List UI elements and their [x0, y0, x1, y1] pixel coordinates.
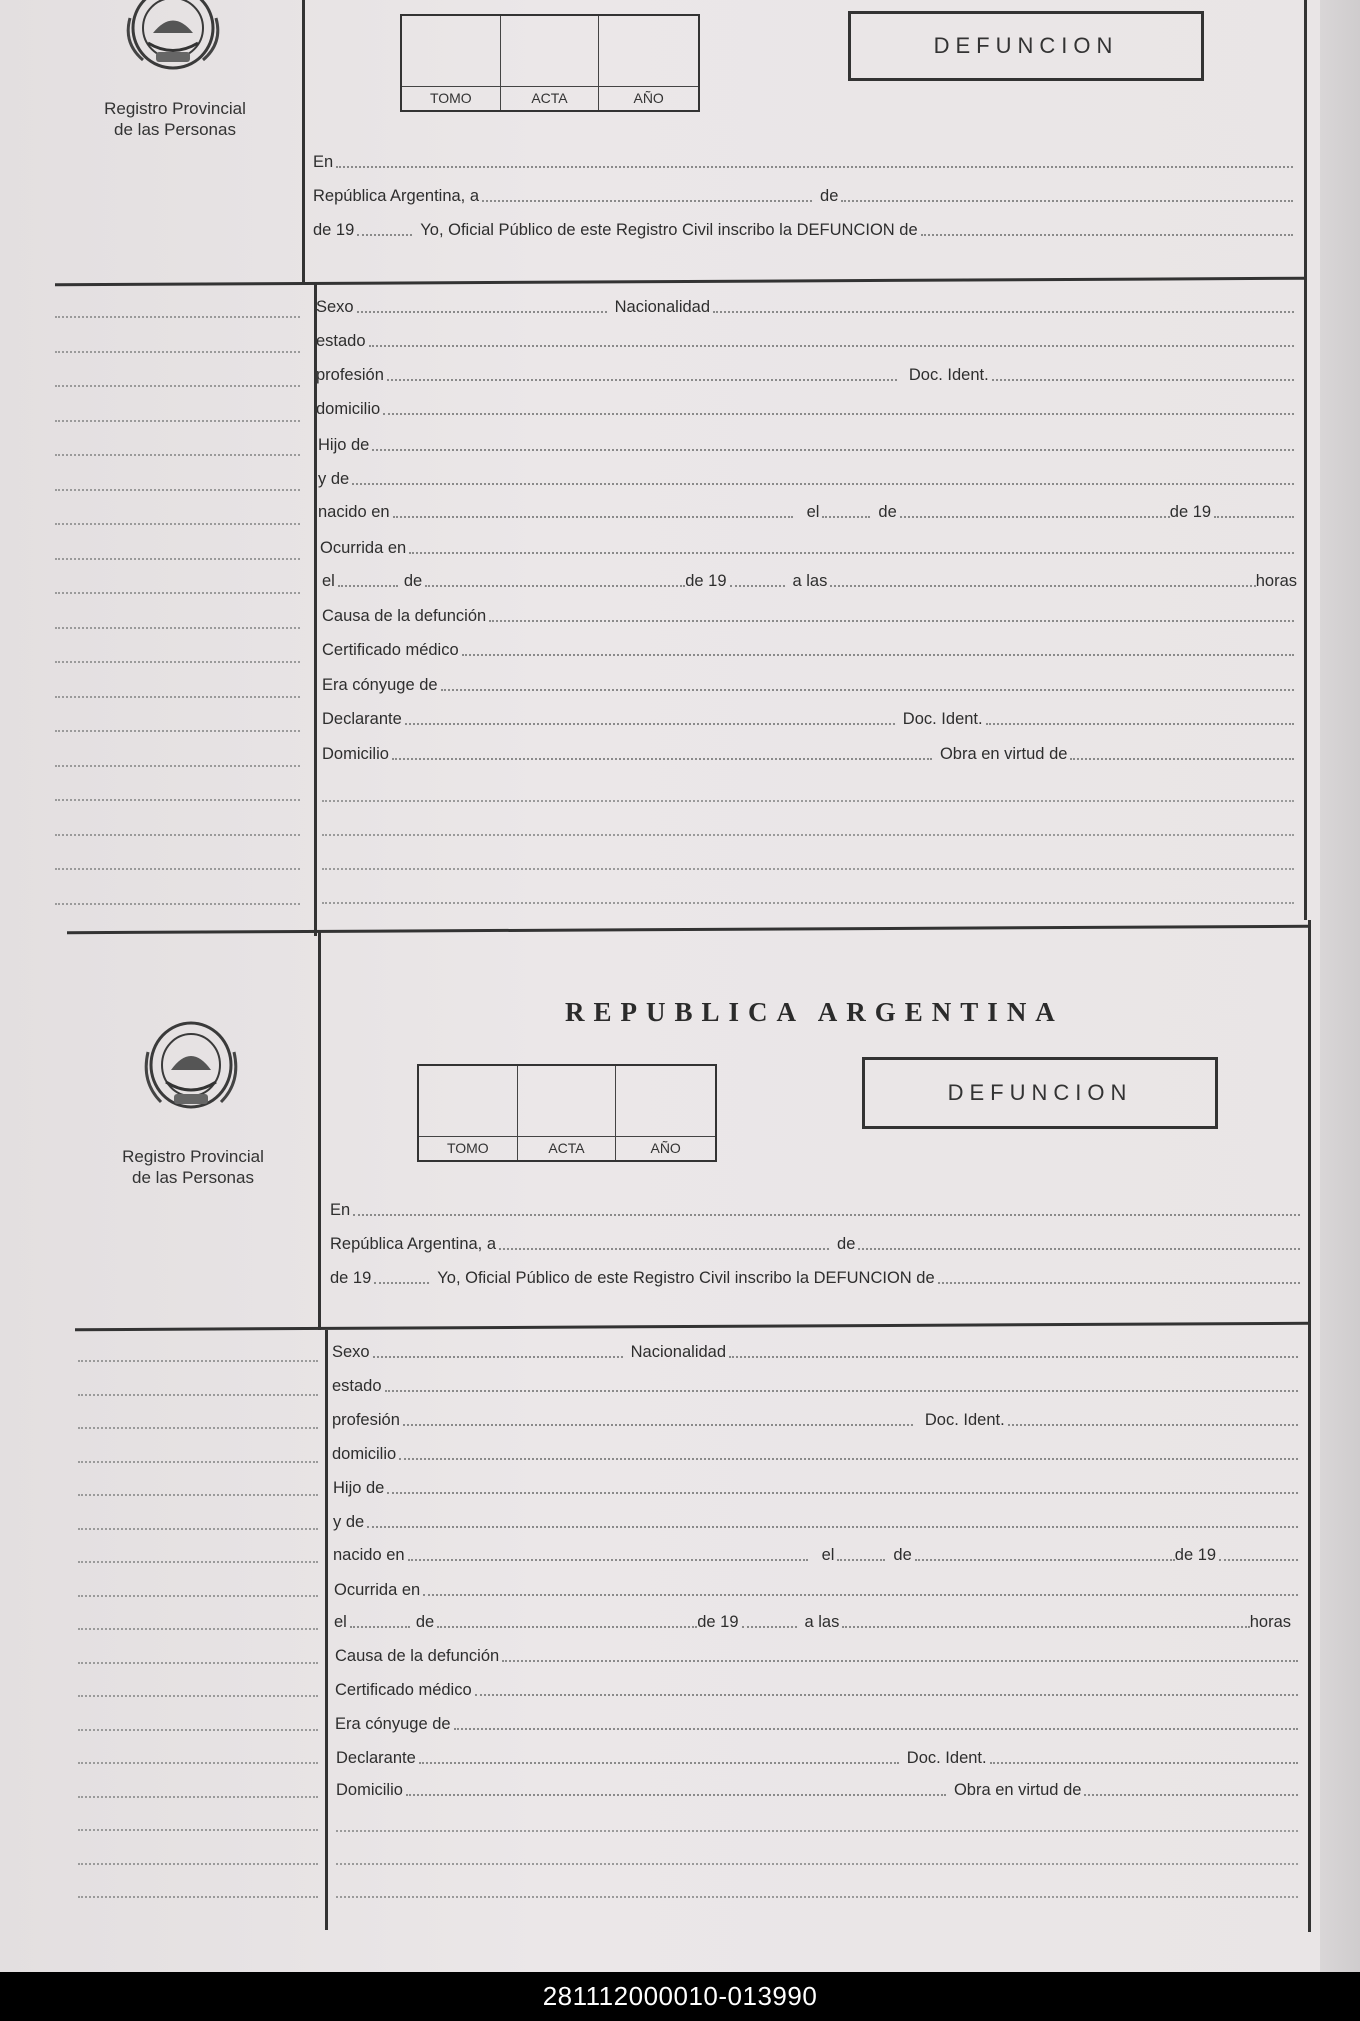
label-de19: de 19 [685, 572, 727, 590]
free-text-line[interactable] [322, 868, 1294, 870]
label-a-las: a las [792, 572, 828, 590]
field-domicilio-declarante[interactable] [336, 1778, 1298, 1800]
margin-note-line[interactable] [78, 1829, 318, 1831]
margin-note-line[interactable] [78, 1461, 318, 1463]
field-en[interactable] [313, 150, 1293, 172]
margin-note-line[interactable] [55, 765, 300, 767]
anio-label: AÑO [599, 86, 698, 110]
field-causa[interactable] [335, 1644, 1298, 1666]
label-doc-ident: Doc. Ident. [924, 1411, 1005, 1429]
registry-label-line1: Registro Provincial [122, 1147, 264, 1166]
province-seal-icon [118, 0, 228, 78]
margin-note-line[interactable] [55, 730, 300, 732]
death-record-form-1 [0, 0, 1360, 940]
label-profesion: profesión [316, 366, 384, 384]
margin-note-line[interactable] [55, 799, 300, 801]
label-ocurrida-en: Ocurrida en [320, 539, 407, 557]
field-causa[interactable] [322, 604, 1294, 626]
margin-note-line[interactable] [55, 903, 300, 905]
free-text-line[interactable] [322, 834, 1294, 836]
field-sexo[interactable] [332, 1340, 1298, 1362]
label-profesion: profesión [332, 1411, 400, 1429]
label-de: de [893, 1546, 912, 1564]
margin-note-line[interactable] [78, 1595, 318, 1597]
label-de19: de 19 [313, 221, 355, 239]
field-conyuge[interactable] [322, 673, 1294, 695]
margin-note-line[interactable] [78, 1628, 318, 1630]
book-reference-box [400, 14, 700, 112]
margin-note-line[interactable] [78, 1662, 318, 1664]
margin-note-line[interactable] [78, 1494, 318, 1496]
label-y-de: y de [333, 1513, 365, 1531]
label-de19: de 19 [1174, 1546, 1217, 1564]
province-seal-icon [136, 1020, 246, 1110]
label-nacido-en: nacido en [333, 1546, 405, 1564]
field-republica[interactable] [330, 1232, 1300, 1254]
anio-cell[interactable] [599, 16, 698, 86]
label-domicilio-2: Domicilio [322, 745, 389, 763]
label-obra: Obra en virtud de [939, 745, 1068, 763]
margin-note-line[interactable] [78, 1561, 318, 1563]
divider-vertical-1 [302, 0, 305, 284]
label-doc-ident-2: Doc. Ident. [902, 710, 983, 728]
margin-note-line[interactable] [78, 1796, 318, 1798]
acta-cell[interactable] [518, 1066, 617, 1136]
label-conyuge: Era cónyuge de [322, 676, 438, 694]
margin-note-line[interactable] [78, 1896, 318, 1898]
field-oficial[interactable] [313, 218, 1293, 240]
label-horas: horas [1255, 572, 1297, 590]
label-de: de [878, 503, 897, 521]
margin-note-line[interactable] [55, 385, 300, 387]
margin-note-line[interactable] [78, 1427, 318, 1429]
field-nacido-en[interactable] [333, 1543, 1298, 1565]
death-record-form-2 [0, 940, 1360, 1972]
registry-label-line2: de las Personas [132, 1168, 254, 1187]
label-de: de [415, 1613, 435, 1631]
label-sexo: Sexo [316, 298, 354, 316]
margin-note-line[interactable] [78, 1394, 318, 1396]
field-declarante[interactable] [336, 1746, 1298, 1768]
margin-note-line[interactable] [78, 1863, 318, 1865]
margin-note-line[interactable] [55, 868, 300, 870]
field-republica[interactable] [313, 184, 1293, 206]
field-domicilio[interactable] [332, 1442, 1298, 1464]
margin-note-line[interactable] [78, 1762, 318, 1764]
label-de19: de 19 [697, 1613, 739, 1631]
label-horas: horas [1249, 1613, 1291, 1631]
anio-cell[interactable] [616, 1066, 715, 1136]
label-declarante: Declarante [336, 1749, 416, 1767]
field-ocurrida-en[interactable] [334, 1578, 1298, 1600]
label-el: el [806, 503, 820, 521]
tomo-label: TOMO [419, 1136, 518, 1160]
field-en[interactable] [330, 1198, 1300, 1220]
free-text-line[interactable] [322, 902, 1294, 904]
label-estado: estado [332, 1377, 382, 1395]
label-domicilio: domicilio [332, 1445, 397, 1463]
label-a-las: a las [804, 1613, 840, 1631]
label-sexo: Sexo [332, 1343, 370, 1361]
label-doc-ident-2: Doc. Ident. [906, 1749, 987, 1767]
label-el: el [821, 1546, 835, 1564]
margin-note-line[interactable] [55, 420, 300, 422]
acta-cell[interactable] [501, 16, 600, 86]
label-de: de [403, 572, 423, 590]
label-nacionalidad: Nacionalidad [614, 298, 711, 316]
label-hijo-de: Hijo de [318, 436, 370, 454]
field-hijo-de[interactable] [333, 1476, 1298, 1498]
label-certificado: Certificado médico [335, 1681, 472, 1699]
anio-label: AÑO [616, 1136, 715, 1160]
divider-vertical-2 [325, 1330, 328, 1930]
acta-label: ACTA [518, 1136, 617, 1160]
label-en: En [313, 153, 334, 171]
field-y-de[interactable] [333, 1510, 1298, 1532]
label-causa: Causa de la defunción [322, 607, 487, 625]
registry-label-line2: de las Personas [114, 120, 236, 139]
label-conyuge: Era cónyuge de [335, 1715, 451, 1733]
field-nacido-en[interactable] [318, 500, 1294, 522]
field-certificado[interactable] [322, 638, 1294, 660]
margin-note-line[interactable] [55, 558, 300, 560]
label-y-de: y de [318, 470, 350, 488]
field-fecha-hora[interactable] [322, 569, 1300, 591]
field-oficial[interactable] [330, 1266, 1300, 1288]
book-reference-box [417, 1064, 717, 1162]
free-text-line[interactable] [336, 1863, 1298, 1865]
label-republica: República Argentina, a [313, 187, 480, 205]
field-estado[interactable] [316, 329, 1294, 351]
field-domicilio-declarante[interactable] [322, 742, 1294, 764]
divider-right-1 [1308, 920, 1311, 1932]
acta-label: ACTA [501, 86, 600, 110]
field-certificado[interactable] [335, 1678, 1298, 1700]
label-de19: de 19 [330, 1269, 372, 1287]
label-domicilio: domicilio [316, 400, 381, 418]
registry-label [73, 1146, 313, 1188]
barcode-id-strip: 281112000010-013990 [0, 1972, 1360, 2021]
label-nacionalidad: Nacionalidad [630, 1343, 727, 1361]
margin-note-line[interactable] [55, 661, 300, 663]
label-estado: estado [316, 332, 366, 350]
margin-note-line[interactable] [55, 696, 300, 698]
field-fecha-hora[interactable] [334, 1610, 1294, 1632]
divider-right-1 [1304, 0, 1307, 920]
field-sexo[interactable] [316, 295, 1294, 317]
margin-note-line[interactable] [55, 454, 300, 456]
tomo-cell[interactable] [419, 1066, 518, 1136]
label-obra: Obra en virtud de [953, 1781, 1082, 1799]
divider-horizontal-1 [55, 277, 1307, 287]
label-causa: Causa de la defunción [335, 1647, 500, 1665]
label-hijo-de: Hijo de [333, 1479, 385, 1497]
margin-note-line[interactable] [55, 592, 300, 594]
label-domicilio-2: Domicilio [336, 1781, 403, 1799]
margin-note-line[interactable] [55, 316, 300, 318]
label-certificado: Certificado médico [322, 641, 459, 659]
margin-note-line[interactable] [55, 627, 300, 629]
margin-note-line[interactable] [55, 834, 300, 836]
record-type-box: DEFUNCION [848, 11, 1204, 81]
field-estado[interactable] [332, 1374, 1298, 1396]
country-title: REPUBLICA ARGENTINA [565, 997, 1064, 1027]
margin-note-line[interactable] [55, 523, 300, 525]
field-conyuge[interactable] [335, 1712, 1298, 1734]
field-profesion[interactable] [332, 1408, 1298, 1430]
label-de: de [820, 187, 839, 205]
margin-note-line[interactable] [55, 489, 300, 491]
label-declarante: Declarante [322, 710, 402, 728]
free-text-line[interactable] [322, 800, 1294, 802]
free-text-line[interactable] [336, 1896, 1298, 1898]
divider-vertical-1 [318, 932, 321, 1330]
label-de19: de 19 [1169, 503, 1212, 521]
field-declarante[interactable] [322, 707, 1294, 729]
label-de: de [837, 1235, 856, 1253]
tomo-label: TOMO [402, 86, 501, 110]
label-el: el [322, 572, 335, 590]
registry-label [55, 98, 295, 140]
registry-label-line1: Registro Provincial [104, 99, 246, 118]
tomo-cell[interactable] [402, 16, 501, 86]
label-oficial-text: Yo, Oficial Público de este Registro Civil inscribo la DEFUNCION de [420, 221, 918, 239]
label-republica: República Argentina, a [330, 1235, 497, 1253]
margin-note-line[interactable] [78, 1729, 318, 1731]
divider-horizontal-2 [67, 925, 1309, 935]
margin-note-line[interactable] [78, 1360, 318, 1362]
margin-note-line[interactable] [78, 1528, 318, 1530]
label-ocurrida-en: Ocurrida en [334, 1581, 421, 1599]
field-hijo-de[interactable] [318, 433, 1294, 455]
label-nacido-en: nacido en [318, 503, 390, 521]
label-doc-ident: Doc. Ident. [908, 366, 989, 384]
margin-note-line[interactable] [55, 351, 300, 353]
divider-horizontal-1 [75, 1322, 1311, 1331]
margin-note-line[interactable] [78, 1695, 318, 1697]
label-el: el [334, 1613, 347, 1631]
label-en: En [330, 1201, 351, 1219]
label-oficial-text: Yo, Oficial Público de este Registro Civil inscribo la DEFUNCION de [437, 1269, 935, 1287]
field-profesion[interactable] [316, 363, 1294, 385]
record-type-box: DEFUNCION [862, 1057, 1218, 1129]
field-ocurrida-en[interactable] [320, 536, 1294, 558]
field-y-de[interactable] [318, 467, 1294, 489]
free-text-line[interactable] [336, 1830, 1298, 1832]
field-domicilio[interactable] [316, 397, 1294, 419]
